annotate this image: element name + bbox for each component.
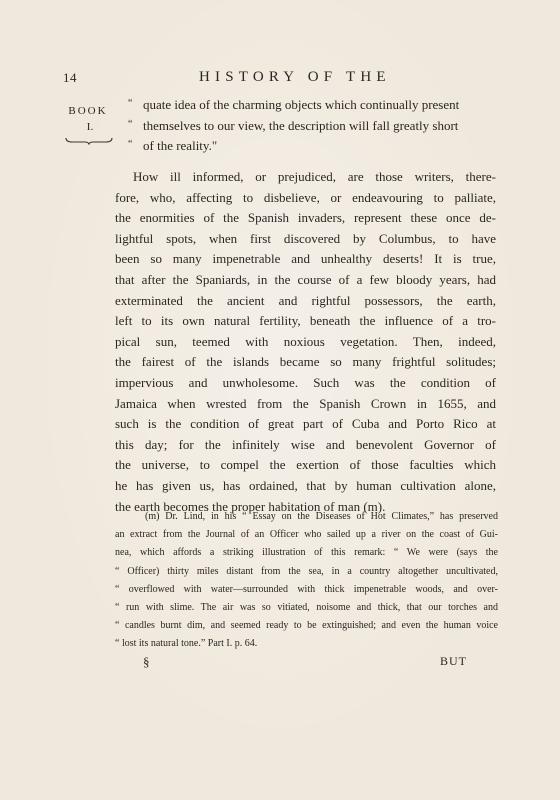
brace-ornament xyxy=(64,137,114,145)
paragraph-line: such is the condition of great part of Cuba and Porto Rico at xyxy=(115,416,496,432)
paragraph-line: pical sun, teemed with noxious vegetation. Then, indeed, xyxy=(115,333,496,349)
paragraph-line: left to its own natural fertility, beneath the influence of a tro- xyxy=(115,313,496,329)
quote-line: “ of the reality." xyxy=(128,138,218,154)
paragraph-line: How ill informed, or prejudiced, are those writers, there- xyxy=(133,169,496,184)
paragraph-line: this day; for the infinitely wise and benevolent Governor of xyxy=(115,436,496,452)
footnote-line: nea, which affords a striking illustration of this remark: “ We were (says the xyxy=(115,547,498,559)
footnote-line: “ lost its natural tone.” Part I. p. 64. xyxy=(115,638,258,650)
body-paragraph xyxy=(115,167,496,517)
footnote-line: (m) Dr. Lind, in his “ Essay on the Diseases of Hot Climates,” has preserved xyxy=(145,511,498,522)
paragraph-line: that after the Spaniards, in the course of a few bloody years, had xyxy=(115,271,496,287)
quote-continuation xyxy=(128,95,498,157)
margin-note xyxy=(63,104,119,148)
paragraph-line: the fairest of the islands became so many frightful solitudes; xyxy=(115,354,496,370)
quote-line: “ quate idea of the charming objects which continually present xyxy=(128,97,460,112)
paragraph-line: been so many impenetrable and unhealthy deserts! It is true, xyxy=(115,251,496,267)
signature-mark: § xyxy=(143,654,150,669)
book-number: I. xyxy=(86,121,94,133)
footnote-line: an extract from the Journal of an Officer who sailed up a river on the coast of Gui- xyxy=(115,529,498,541)
page-number: 14 xyxy=(63,70,77,85)
paragraph-line: the enormities of the Spanish invaders, represent these once de- xyxy=(115,210,496,226)
footnote-line: “ overflowed with water—surrounded with thick impenetrable woods, and over- xyxy=(115,583,498,595)
footnote xyxy=(115,508,498,654)
paragraph-line: exterminated the ancient and rightful possessors, the earth, xyxy=(115,292,496,308)
catchword: BUT xyxy=(440,654,467,668)
paragraph-line: impervious and unwholesome. Such was the condition of xyxy=(115,374,496,390)
paragraph-line: fore, who, affecting to disbelieve, or endeavouring to palliate, xyxy=(115,189,496,205)
quote-line: “ themselves to our view, the description will fall greatly short xyxy=(128,117,459,133)
footnote-line: “ Officer) thirty miles distant from the sea, in a country altogether uncultivated, xyxy=(115,565,498,577)
paragraph-line: lightful spots, when first discovered by Columbus, to have xyxy=(115,230,496,246)
running-title: HISTORY OF THE xyxy=(199,69,391,85)
page-header xyxy=(63,70,493,90)
paragraph-line: he has given us, has ordained, that by human cultivation alone, xyxy=(115,477,496,493)
footnote-line: “ candles burnt dim, and seemed ready to be extinguished; and even the human voice xyxy=(115,620,498,632)
footnote-line: “ run with slime. The air was so vitiated, noisome and thick, that our torches and xyxy=(115,602,498,614)
book-label: BOOK xyxy=(68,105,108,117)
paragraph-line: the earth becomes the proper habitation of man (m). xyxy=(115,498,386,514)
paragraph-line: the universe, to compel the exertion of those faculties which xyxy=(115,457,496,473)
paragraph-line: Jamaica when wrested from the Spanish Crown in 1655, and xyxy=(115,395,496,411)
